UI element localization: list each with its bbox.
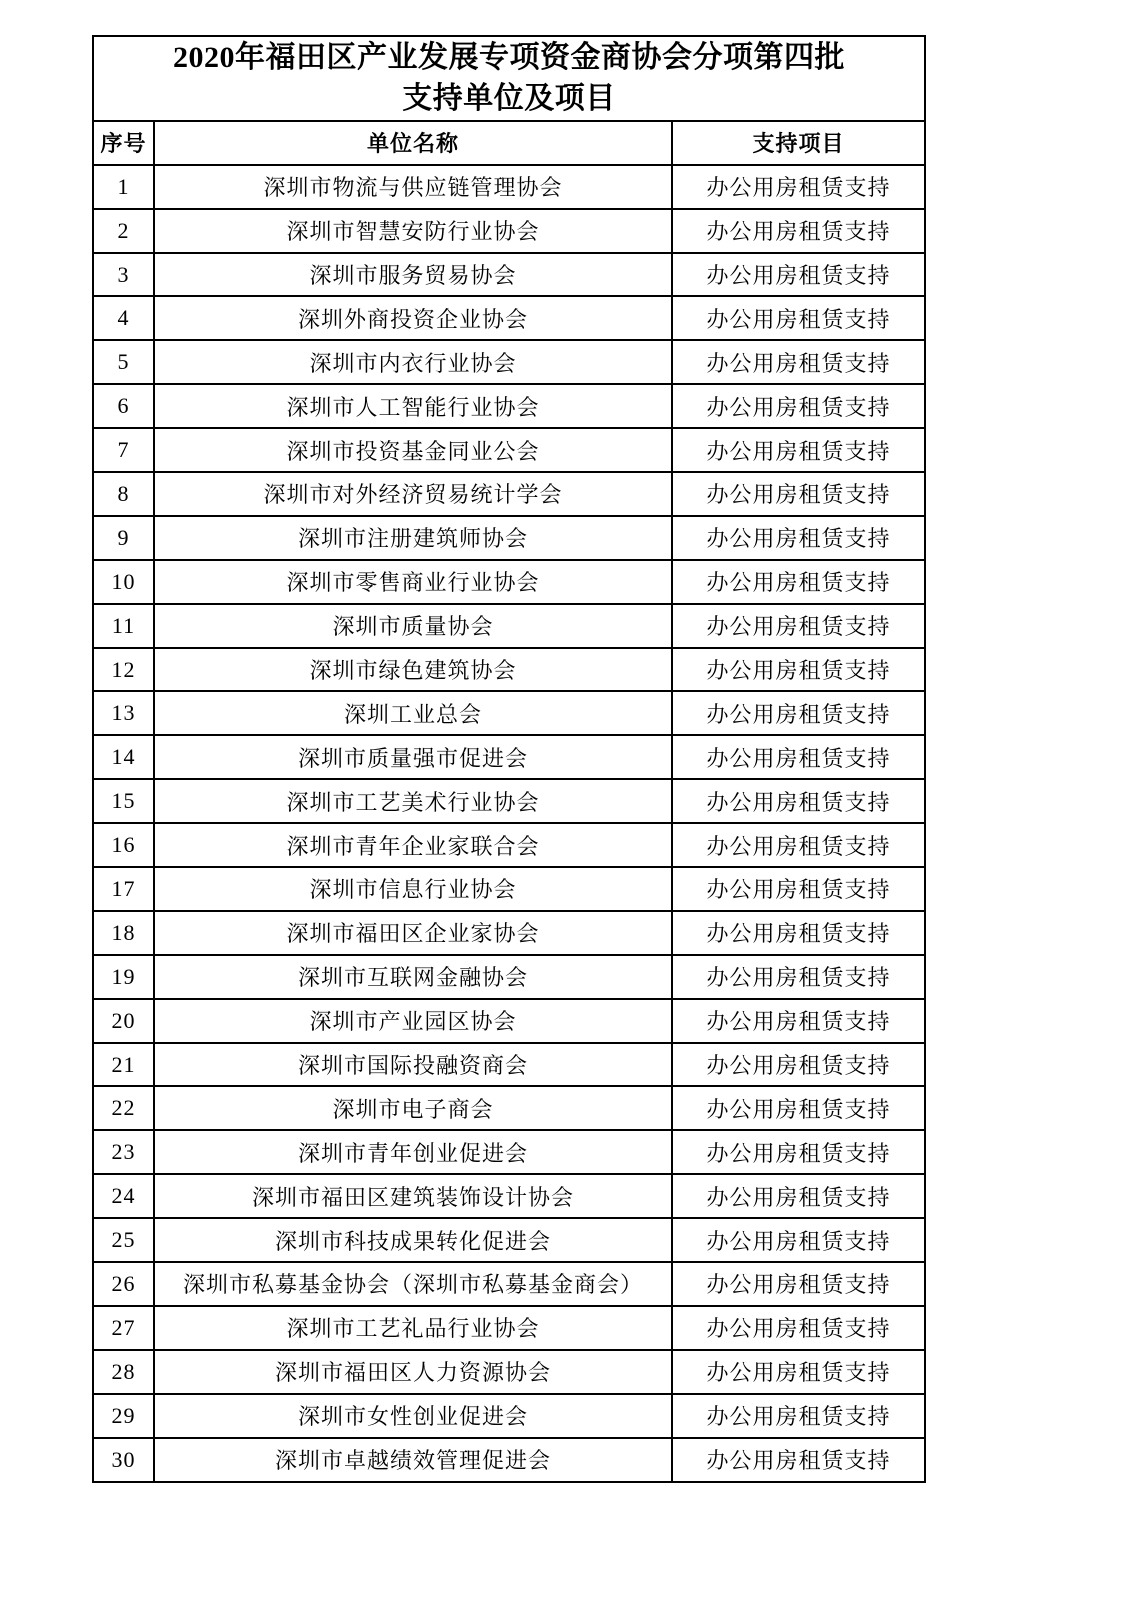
row-number-cell: 6 xyxy=(93,384,154,428)
table-row xyxy=(93,604,925,648)
unit-name-cell: 深圳工业总会 xyxy=(154,691,672,735)
unit-name-cell: 深圳市产业园区协会 xyxy=(154,999,672,1043)
project-cell: 办公用房租赁支持 xyxy=(672,735,925,779)
project-cell: 办公用房租赁支持 xyxy=(672,253,925,297)
table-body xyxy=(93,165,925,1482)
column-header-row xyxy=(93,121,925,165)
row-number-cell: 28 xyxy=(93,1350,154,1394)
project-cell: 办公用房租赁支持 xyxy=(672,428,925,472)
unit-name-cell: 深圳市卓越绩效管理促进会 xyxy=(154,1438,672,1482)
table-row xyxy=(93,955,925,999)
row-number-cell: 4 xyxy=(93,296,154,340)
row-number-cell: 21 xyxy=(93,1043,154,1087)
unit-name-cell: 深圳市福田区人力资源协会 xyxy=(154,1350,672,1394)
column-header-no: 序号 xyxy=(93,121,154,165)
unit-name-cell: 深圳市物流与供应链管理协会 xyxy=(154,165,672,209)
table-row xyxy=(93,735,925,779)
project-cell: 办公用房租赁支持 xyxy=(672,955,925,999)
row-number-cell: 16 xyxy=(93,823,154,867)
table-row xyxy=(93,296,925,340)
project-cell: 办公用房租赁支持 xyxy=(672,165,925,209)
project-cell: 办公用房租赁支持 xyxy=(672,999,925,1043)
unit-name-cell: 深圳市智慧安防行业协会 xyxy=(154,209,672,253)
support-units-table xyxy=(92,35,926,1483)
project-cell: 办公用房租赁支持 xyxy=(672,1218,925,1262)
project-cell: 办公用房租赁支持 xyxy=(672,1350,925,1394)
row-number-cell: 30 xyxy=(93,1438,154,1482)
table-row xyxy=(93,779,925,823)
row-number-cell: 11 xyxy=(93,604,154,648)
unit-name-cell: 深圳市私募基金协会（深圳市私募基金商会） xyxy=(154,1262,672,1306)
document-title xyxy=(93,36,925,121)
table-row xyxy=(93,823,925,867)
row-number-cell: 22 xyxy=(93,1086,154,1130)
table-row xyxy=(93,340,925,384)
project-cell: 办公用房租赁支持 xyxy=(672,823,925,867)
row-number-cell: 18 xyxy=(93,911,154,955)
unit-name-cell: 深圳市互联网金融协会 xyxy=(154,955,672,999)
unit-name-cell: 深圳市投资基金同业公会 xyxy=(154,428,672,472)
table-row xyxy=(93,209,925,253)
unit-name-cell: 深圳市信息行业协会 xyxy=(154,867,672,911)
table-row xyxy=(93,1262,925,1306)
project-cell: 办公用房租赁支持 xyxy=(672,648,925,692)
table-row xyxy=(93,1394,925,1438)
column-header-project: 支持项目 xyxy=(672,121,925,165)
unit-name-cell: 深圳市人工智能行业协会 xyxy=(154,384,672,428)
table-row xyxy=(93,691,925,735)
project-cell: 办公用房租赁支持 xyxy=(672,911,925,955)
unit-name-cell: 深圳市福田区企业家协会 xyxy=(154,911,672,955)
unit-name-cell: 深圳市青年企业家联合会 xyxy=(154,823,672,867)
project-cell: 办公用房租赁支持 xyxy=(672,209,925,253)
unit-name-cell: 深圳市对外经济贸易统计学会 xyxy=(154,472,672,516)
row-number-cell: 14 xyxy=(93,735,154,779)
table-row xyxy=(93,1086,925,1130)
table-row xyxy=(93,428,925,472)
project-cell: 办公用房租赁支持 xyxy=(672,1174,925,1218)
row-number-cell: 5 xyxy=(93,340,154,384)
unit-name-cell: 深圳市青年创业促进会 xyxy=(154,1130,672,1174)
table-row xyxy=(93,1043,925,1087)
row-number-cell: 3 xyxy=(93,253,154,297)
unit-name-cell: 深圳市注册建筑师协会 xyxy=(154,516,672,560)
unit-name-cell: 深圳市电子商会 xyxy=(154,1086,672,1130)
table-row xyxy=(93,516,925,560)
row-number-cell: 1 xyxy=(93,165,154,209)
table-row xyxy=(93,253,925,297)
column-header-unit: 单位名称 xyxy=(154,121,672,165)
row-number-cell: 17 xyxy=(93,867,154,911)
table-row xyxy=(93,1306,925,1350)
project-cell: 办公用房租赁支持 xyxy=(672,340,925,384)
table-row xyxy=(93,1130,925,1174)
table-row xyxy=(93,999,925,1043)
table-row xyxy=(93,648,925,692)
row-number-cell: 8 xyxy=(93,472,154,516)
project-cell: 办公用房租赁支持 xyxy=(672,867,925,911)
unit-name-cell: 深圳市国际投融资商会 xyxy=(154,1043,672,1087)
project-cell: 办公用房租赁支持 xyxy=(672,560,925,604)
project-cell: 办公用房租赁支持 xyxy=(672,516,925,560)
project-cell: 办公用房租赁支持 xyxy=(672,691,925,735)
document-title-line1: 2020年福田区产业发展专项资金商协会分项第四批 xyxy=(173,41,845,74)
project-cell: 办公用房租赁支持 xyxy=(672,1438,925,1482)
project-cell: 办公用房租赁支持 xyxy=(672,779,925,823)
title-row xyxy=(93,36,925,121)
unit-name-cell: 深圳外商投资企业协会 xyxy=(154,296,672,340)
project-cell: 办公用房租赁支持 xyxy=(672,384,925,428)
document-title-line2: 支持单位及项目 xyxy=(402,82,616,116)
row-number-cell: 10 xyxy=(93,560,154,604)
project-cell: 办公用房租赁支持 xyxy=(672,604,925,648)
table-row xyxy=(93,1218,925,1262)
project-cell: 办公用房租赁支持 xyxy=(672,1086,925,1130)
table-row xyxy=(93,1438,925,1482)
project-cell: 办公用房租赁支持 xyxy=(672,1306,925,1350)
row-number-cell: 19 xyxy=(93,955,154,999)
unit-name-cell: 深圳市质量强市促进会 xyxy=(154,735,672,779)
project-cell: 办公用房租赁支持 xyxy=(672,1130,925,1174)
table-row xyxy=(93,1350,925,1394)
unit-name-cell: 深圳市质量协会 xyxy=(154,604,672,648)
row-number-cell: 2 xyxy=(93,209,154,253)
unit-name-cell: 深圳市工艺美术行业协会 xyxy=(154,779,672,823)
unit-name-cell: 深圳市科技成果转化促进会 xyxy=(154,1218,672,1262)
unit-name-cell: 深圳市女性创业促进会 xyxy=(154,1394,672,1438)
table-row xyxy=(93,560,925,604)
unit-name-cell: 深圳市福田区建筑装饰设计协会 xyxy=(154,1174,672,1218)
table-row xyxy=(93,384,925,428)
unit-name-cell: 深圳市工艺礼品行业协会 xyxy=(154,1306,672,1350)
row-number-cell: 20 xyxy=(93,999,154,1043)
project-cell: 办公用房租赁支持 xyxy=(672,472,925,516)
row-number-cell: 24 xyxy=(93,1174,154,1218)
table-row xyxy=(93,867,925,911)
row-number-cell: 23 xyxy=(93,1130,154,1174)
table-row xyxy=(93,165,925,209)
project-cell: 办公用房租赁支持 xyxy=(672,1043,925,1087)
row-number-cell: 29 xyxy=(93,1394,154,1438)
row-number-cell: 15 xyxy=(93,779,154,823)
unit-name-cell: 深圳市服务贸易协会 xyxy=(154,253,672,297)
unit-name-cell: 深圳市内衣行业协会 xyxy=(154,340,672,384)
table-row xyxy=(93,472,925,516)
project-cell: 办公用房租赁支持 xyxy=(672,1394,925,1438)
row-number-cell: 9 xyxy=(93,516,154,560)
row-number-cell: 12 xyxy=(93,648,154,692)
table-row xyxy=(93,911,925,955)
project-cell: 办公用房租赁支持 xyxy=(672,1262,925,1306)
table-row xyxy=(93,1174,925,1218)
unit-name-cell: 深圳市绿色建筑协会 xyxy=(154,648,672,692)
row-number-cell: 27 xyxy=(93,1306,154,1350)
row-number-cell: 7 xyxy=(93,428,154,472)
row-number-cell: 26 xyxy=(93,1262,154,1306)
row-number-cell: 13 xyxy=(93,691,154,735)
row-number-cell: 25 xyxy=(93,1218,154,1262)
unit-name-cell: 深圳市零售商业行业协会 xyxy=(154,560,672,604)
project-cell: 办公用房租赁支持 xyxy=(672,296,925,340)
